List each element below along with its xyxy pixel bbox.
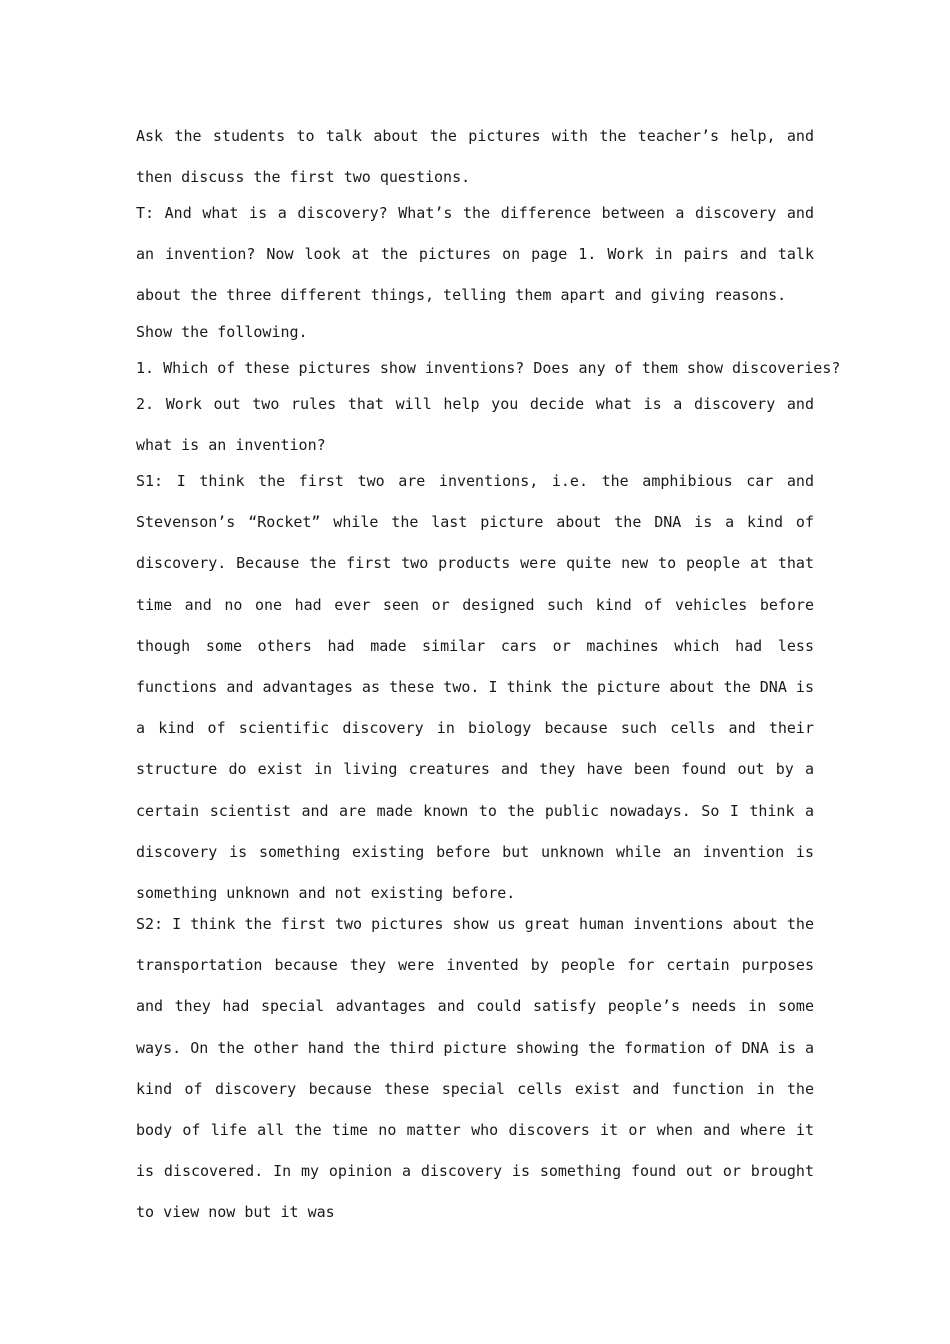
intro-paragraph: Ask the students to talk about the pictures with the teacher’s help, and then discuss the first two questions. (136, 127, 814, 187)
instruction-line: Show the following. (136, 323, 308, 341)
question-two: 2. Work out two rules that will help you decide what is a discovery and what is an invention? (136, 395, 814, 455)
teacher-question-paragraph: T: And what is a discovery? What’s the difference between a discovery and an invention? Now look at the pictures on page 1. Work in pairs and talk about the three different things, telling them apart and giving reasons. (136, 204, 814, 305)
question-one: 1. Which of these pictures show inventions? Does any of them show discoveries? (136, 359, 841, 377)
student-two-answer: S2: I think the first two pictures show us great human inventions about the transportation because they were invented by people for certain purposes and they had special advantages and could satisfy people’s needs in some ways. On the other hand the third picture showing the formation of DNA is a kind of discovery because these special cells exist and function in the body of life all the time no matter who discovers it or when and where it is discovered. In my opinion a discovery is something found out or brought to view now but it was (136, 915, 814, 1222)
student-one-answer: S1: I think the first two are inventions, i.e. the amphibious car and Stevenson’s “Rocket” while the last picture about the DNA is a kind of discovery. Because the first two products were quite new to people at that time and no one had ever seen or designed such kind of vehicles before though some others had made similar cars or machines which had less functions and advantages as these two. I think the picture about the DNA is a kind of scientific discovery in biology because such cells and their structure do exist in living creatures and they have been found out by a certain scientist and are made known to the public nowadays. So I think a discovery is something existing before but unknown while an invention is something unknown and not existing before. (136, 472, 814, 903)
